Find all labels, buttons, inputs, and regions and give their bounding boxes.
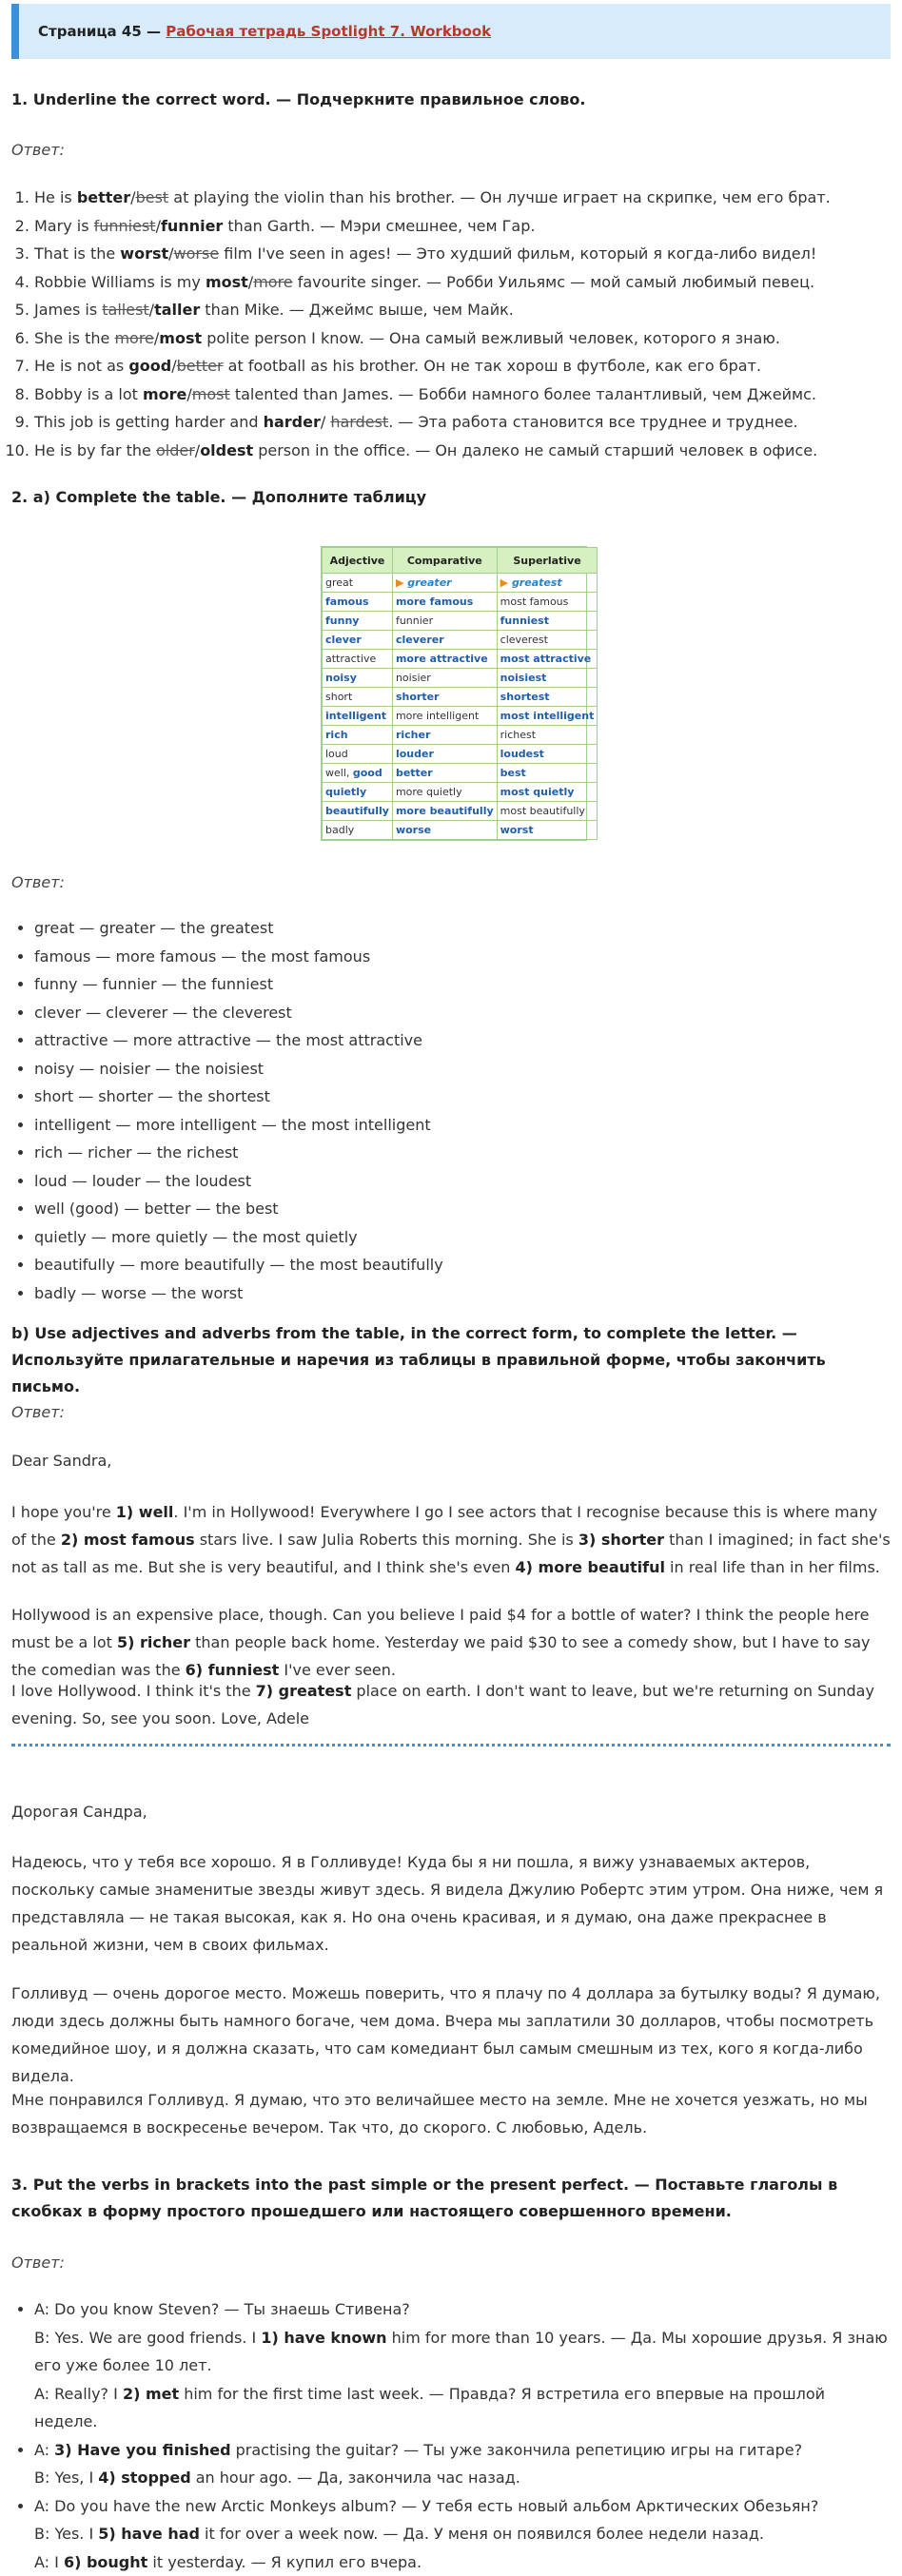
- letter-paragraph: Hollywood is an expensive place, though. Can you believe I paid $4 for a bottle of water? I think the people here must be a lot 5) richer than people back home. Yesterday we paid $30 to see a comedy show, but I have to say the comedian was the 6) funniest I've ever seen.: [11, 1601, 891, 1684]
- list-item: • funny — funnier — the funniest: [34, 970, 891, 999]
- list-item: 8. Bobby is a lot more/most talented than James. — Бобби намного более талантливый, чем Джеймс.: [34, 381, 891, 409]
- table-cell: ▶ greater: [392, 574, 497, 593]
- table-cell: more famous: [392, 593, 497, 612]
- ru-paragraph: Голливуд — очень дорогое место. Можешь поверить, что я плачу по 4 доллара за бутылку воды? Я думаю, люди здесь должны быть намного богаче, чем дома. Вчера мы заплатили 30 долларов, чтобы посмотреть комедийное шоу, и я должна сказать, что сам комедиант был самым смешным из тех, кого я когда-либо видела.: [11, 1980, 891, 2090]
- table-cell: intelligent: [323, 707, 393, 726]
- table-cell: most attractive: [497, 650, 598, 669]
- table-header: Comparative: [392, 548, 497, 574]
- wrong-option: better: [177, 357, 224, 375]
- ex1-title: 1. Underline the correct word. — Подчеркните правильное слово.: [11, 87, 891, 113]
- table-cell: funny: [323, 612, 393, 631]
- wrong-option: funniest: [94, 217, 156, 235]
- table-cell: beautifully: [323, 802, 393, 821]
- table-cell: attractive: [323, 650, 393, 669]
- list-item: • attractive — more attractive — the most attractive: [34, 1026, 891, 1055]
- wrong-option: tallest: [102, 301, 148, 319]
- list-item: • famous — more famous — the most famous: [34, 943, 891, 971]
- list-item: • noisy — noisier — the noisiest: [34, 1055, 891, 1083]
- table-cell: worse: [392, 821, 497, 840]
- list-item: • beautifully — more beautifully — the most beautifully: [34, 1251, 891, 1279]
- ex1-list: [11, 184, 891, 464]
- ex2b-title: b) Use adjectives and adverbs from the table, in the correct form, to complete the letter. — Используйте прилагательные и наречия из таблицы в правильной форме, чтобы закончить письмо.: [11, 1320, 891, 1400]
- wrong-option: most: [192, 385, 230, 403]
- ru-paragraph: Надеюсь, что у тебя все хорошо. Я в Голливуде! Куда бы я ни пошла, я вижу узнаваемых актеров, поскольку самые знаменитые звезды живут здесь. Я видела Джулию Робертс этим утром. Она ниже, чем я представляла — не такая высокая, как я. Но она очень красивая, и я думаю, она даже прекраснее в реальной жизни, чем в своих фильмах.: [11, 1848, 891, 1959]
- ru-greeting: Дорогая Сандра,: [11, 1798, 891, 1825]
- wrong-option: best: [136, 188, 169, 206]
- table-row: [323, 612, 598, 631]
- correct-option: most: [206, 273, 248, 291]
- ex2a-list: [11, 914, 891, 1307]
- list-item: 6. She is the more/most polite person I know. — Она самый вежливый человек, которого я знаю.: [34, 324, 891, 353]
- table-cell: cleverest: [497, 631, 598, 650]
- list-item: 9. This job is getting harder and harder/ hardest. — Эта работа становится все труднее и труднее.: [34, 408, 891, 437]
- table-row: [323, 669, 598, 688]
- table-row: [323, 631, 598, 650]
- ru-paragraph: Мне понравился Голливуд. Я думаю, что это величайшее место на земле. Мне не хочется уезжать, но мы возвращаемся в воскресенье вечером. Так что, до скорого. С любовью, Адель.: [11, 2086, 891, 2141]
- dialogue-item: • A: Do you have the new Arctic Monkeys album? — У тебя есть новый альбом Арктических Обезьян? B: Yes. I 5) have had it for over a week now. — Да. У меня он появился более недели назад. A: I 6) bought it yesterday. — Я купил его вчера.: [34, 2492, 891, 2576]
- answer-word: 1) well: [116, 1503, 174, 1521]
- table-cell: noisier: [392, 669, 497, 688]
- table-row: [323, 821, 598, 840]
- arrow-icon: ▶: [396, 576, 407, 589]
- table-row: [323, 726, 598, 745]
- letter-paragraph: I hope you're 1) well. I'm in Hollywood! Everywhere I go I see actors that I recognise because this is where many of the 2) most famous stars live. I saw Julia Roberts this morning. She is 3) shorter than I imagined; in fact she's not as tall as me. But she is very beautiful, and I think she's even 4) more beautiful in real life than in her films.: [11, 1498, 891, 1581]
- list-item: 7. He is not as good/better at football as his brother. Он не так хорош в футболе, как его брат.: [34, 352, 891, 381]
- table-cell: worst: [497, 821, 598, 840]
- answer-word: 2) met: [123, 2385, 179, 2403]
- list-item: 1. He is better/best at playing the violin than his brother. — Он лучше играет на скрипке, чем его брат.: [34, 184, 891, 212]
- ex1-answer-label: Ответ:: [11, 141, 65, 159]
- table-row: [323, 688, 598, 707]
- answer-word: 6) bought: [64, 2553, 147, 2571]
- correct-option: better: [77, 188, 130, 206]
- answer-word: 5) have had: [98, 2525, 200, 2543]
- table-cell: badly: [323, 821, 393, 840]
- table-cell: shortest: [497, 688, 598, 707]
- table-cell: better: [392, 764, 497, 783]
- table-cell: more beautifully: [392, 802, 497, 821]
- table-cell-answer: good: [353, 767, 382, 779]
- table-cell: noisiest: [497, 669, 598, 688]
- table-row: [323, 783, 598, 802]
- wrong-option: more: [114, 329, 153, 347]
- correct-option: harder: [264, 413, 321, 431]
- table-cell: clever: [323, 631, 393, 650]
- table-cell: funniest: [497, 612, 598, 631]
- table-cell: funnier: [392, 612, 497, 631]
- table-cell: louder: [392, 745, 497, 764]
- table-cell: most intelligent: [497, 707, 598, 726]
- table-cell: richest: [497, 726, 598, 745]
- ex2a-title: 2. a) Complete the table. — Дополните таблицу: [11, 484, 891, 511]
- workbook-link[interactable]: Рабочая тетрадь Spotlight 7. Workbook: [166, 18, 491, 46]
- table-cell: loudest: [497, 745, 598, 764]
- ex2b-answer-label: Ответ:: [11, 1403, 65, 1421]
- table-cell: more intelligent: [392, 707, 497, 726]
- list-item: • loud — louder — the loudest: [34, 1167, 891, 1196]
- answer-word: 5) richer: [117, 1633, 190, 1651]
- table-cell: noisy: [323, 669, 393, 688]
- ex2a-answer-label: Ответ:: [11, 873, 65, 891]
- list-item: • badly — worse — the worst: [34, 1279, 891, 1308]
- table-cell: famous: [323, 593, 393, 612]
- list-item: • intelligent — more intelligent — the most intelligent: [34, 1111, 891, 1140]
- wrong-option: worse: [174, 244, 220, 263]
- table-cell: richer: [392, 726, 497, 745]
- ex3-list: [11, 2295, 891, 2576]
- list-item: 4. Robbie Williams is my most/more favourite singer. — Робби Уильямс — мой самый любимый певец.: [34, 268, 891, 297]
- table-cell: more quietly: [392, 783, 497, 802]
- table-cell: quietly: [323, 783, 393, 802]
- table-cell: shorter: [392, 688, 497, 707]
- table-cell: great: [323, 574, 393, 593]
- answer-word: 2) most famous: [61, 1531, 195, 1549]
- comparison-table: [321, 546, 587, 841]
- answer-word: 4) more beautiful: [516, 1558, 665, 1576]
- wrong-option: more: [253, 273, 292, 291]
- table-cell: loud: [323, 745, 393, 764]
- table-row: [323, 745, 598, 764]
- table-cell: most beautifully: [497, 802, 598, 821]
- dialogue-item: • A: Do you know Steven? — Ты знаешь Стивена? B: Yes. We are good friends. I 1) have known him for more than 10 years. — Да. Мы хорошие друзья. Я знаю его уже более 10 лет. A: Really? I 2) met him for the first time last week. — Правда? Я встретила его впервые на прошлой неделе.: [34, 2295, 891, 2436]
- table-cell: more attractive: [392, 650, 497, 669]
- table-cell: short: [323, 688, 393, 707]
- wrong-option: hardest: [330, 413, 388, 431]
- table-cell: most quietly: [497, 783, 598, 802]
- list-item: 5. James is tallest/taller than Mike. — Джеймс выше, чем Майк.: [34, 296, 891, 324]
- arrow-icon: ▶: [500, 576, 512, 589]
- table-cell: well, good: [323, 764, 393, 783]
- table-row: [323, 707, 598, 726]
- table-cell: ▶ greatest: [497, 574, 598, 593]
- table-cell: cleverer: [392, 631, 497, 650]
- dialogue-item: • A: 3) Have you finished practising the guitar? — Ты уже закончила репетицию игры на гитаре? B: Yes, I 4) stopped an hour ago. — Да, закончила час назад.: [34, 2436, 891, 2492]
- section-divider: [11, 1744, 891, 1747]
- answer-word: 4) stopped: [98, 2469, 190, 2487]
- table-row: [323, 574, 598, 593]
- correct-option: taller: [154, 301, 200, 319]
- correct-option: more: [143, 385, 186, 403]
- table-row: [323, 764, 598, 783]
- correct-option: good: [128, 357, 171, 375]
- list-item: • clever — cleverer — the cleverest: [34, 999, 891, 1027]
- table-cell: rich: [323, 726, 393, 745]
- ex3-title: 3. Put the verbs in brackets into the past simple or the present perfect. — Поставьте глаголы в скобках в форму простого прошедшего или настоящего совершенного времени.: [11, 2172, 891, 2225]
- letter-paragraph: I love Hollywood. I think it's the 7) greatest place on earth. I don't want to leave, but we're returning on Sunday evening. So, see you soon. Love, Adele: [11, 1677, 891, 1732]
- wrong-option: older: [156, 441, 195, 459]
- table-cell: best: [497, 764, 598, 783]
- correct-option: oldest: [200, 441, 253, 459]
- table-row: [323, 593, 598, 612]
- list-item: • short — shorter — the shortest: [34, 1083, 891, 1111]
- letter-greeting: Dear Sandra,: [11, 1447, 891, 1474]
- table-row: [323, 650, 598, 669]
- answer-word: 3) shorter: [578, 1531, 664, 1549]
- list-item: • great — greater — the greatest: [34, 914, 891, 943]
- list-item: • rich — richer — the richest: [34, 1139, 891, 1167]
- list-item: • quietly — more quietly — the most quietly: [34, 1223, 891, 1252]
- list-item: • well (good) — better — the best: [34, 1195, 891, 1223]
- answer-word: 3) Have you finished: [54, 2441, 230, 2459]
- list-item: 3. That is the worst/worse film I've seen in ages! — Это худший фильм, который я когда-либо видел!: [34, 240, 891, 268]
- list-item: 2. Mary is funniest/funnier than Garth. — Мэри смешнее, чем Гар.: [34, 212, 891, 241]
- answer-word: 1) have known: [261, 2329, 386, 2347]
- table-header: Superlative: [497, 548, 598, 574]
- answer-word: 7) greatest: [256, 1682, 352, 1700]
- list-item: 10. He is by far the older/oldest person in the office. — Он далеко не самый старший человек в офисе.: [34, 437, 891, 465]
- page-header: [11, 4, 891, 59]
- ex3-answer-label: Ответ:: [11, 2254, 65, 2272]
- table-row: [323, 802, 598, 821]
- answer-word: 6) funniest: [186, 1661, 280, 1679]
- correct-option: most: [159, 329, 202, 347]
- header-prefix: Страница 45 —: [38, 18, 161, 46]
- correct-option: worst: [120, 244, 168, 263]
- table-header: Adjective: [323, 548, 393, 574]
- table-cell: most famous: [497, 593, 598, 612]
- correct-option: funnier: [161, 217, 223, 235]
